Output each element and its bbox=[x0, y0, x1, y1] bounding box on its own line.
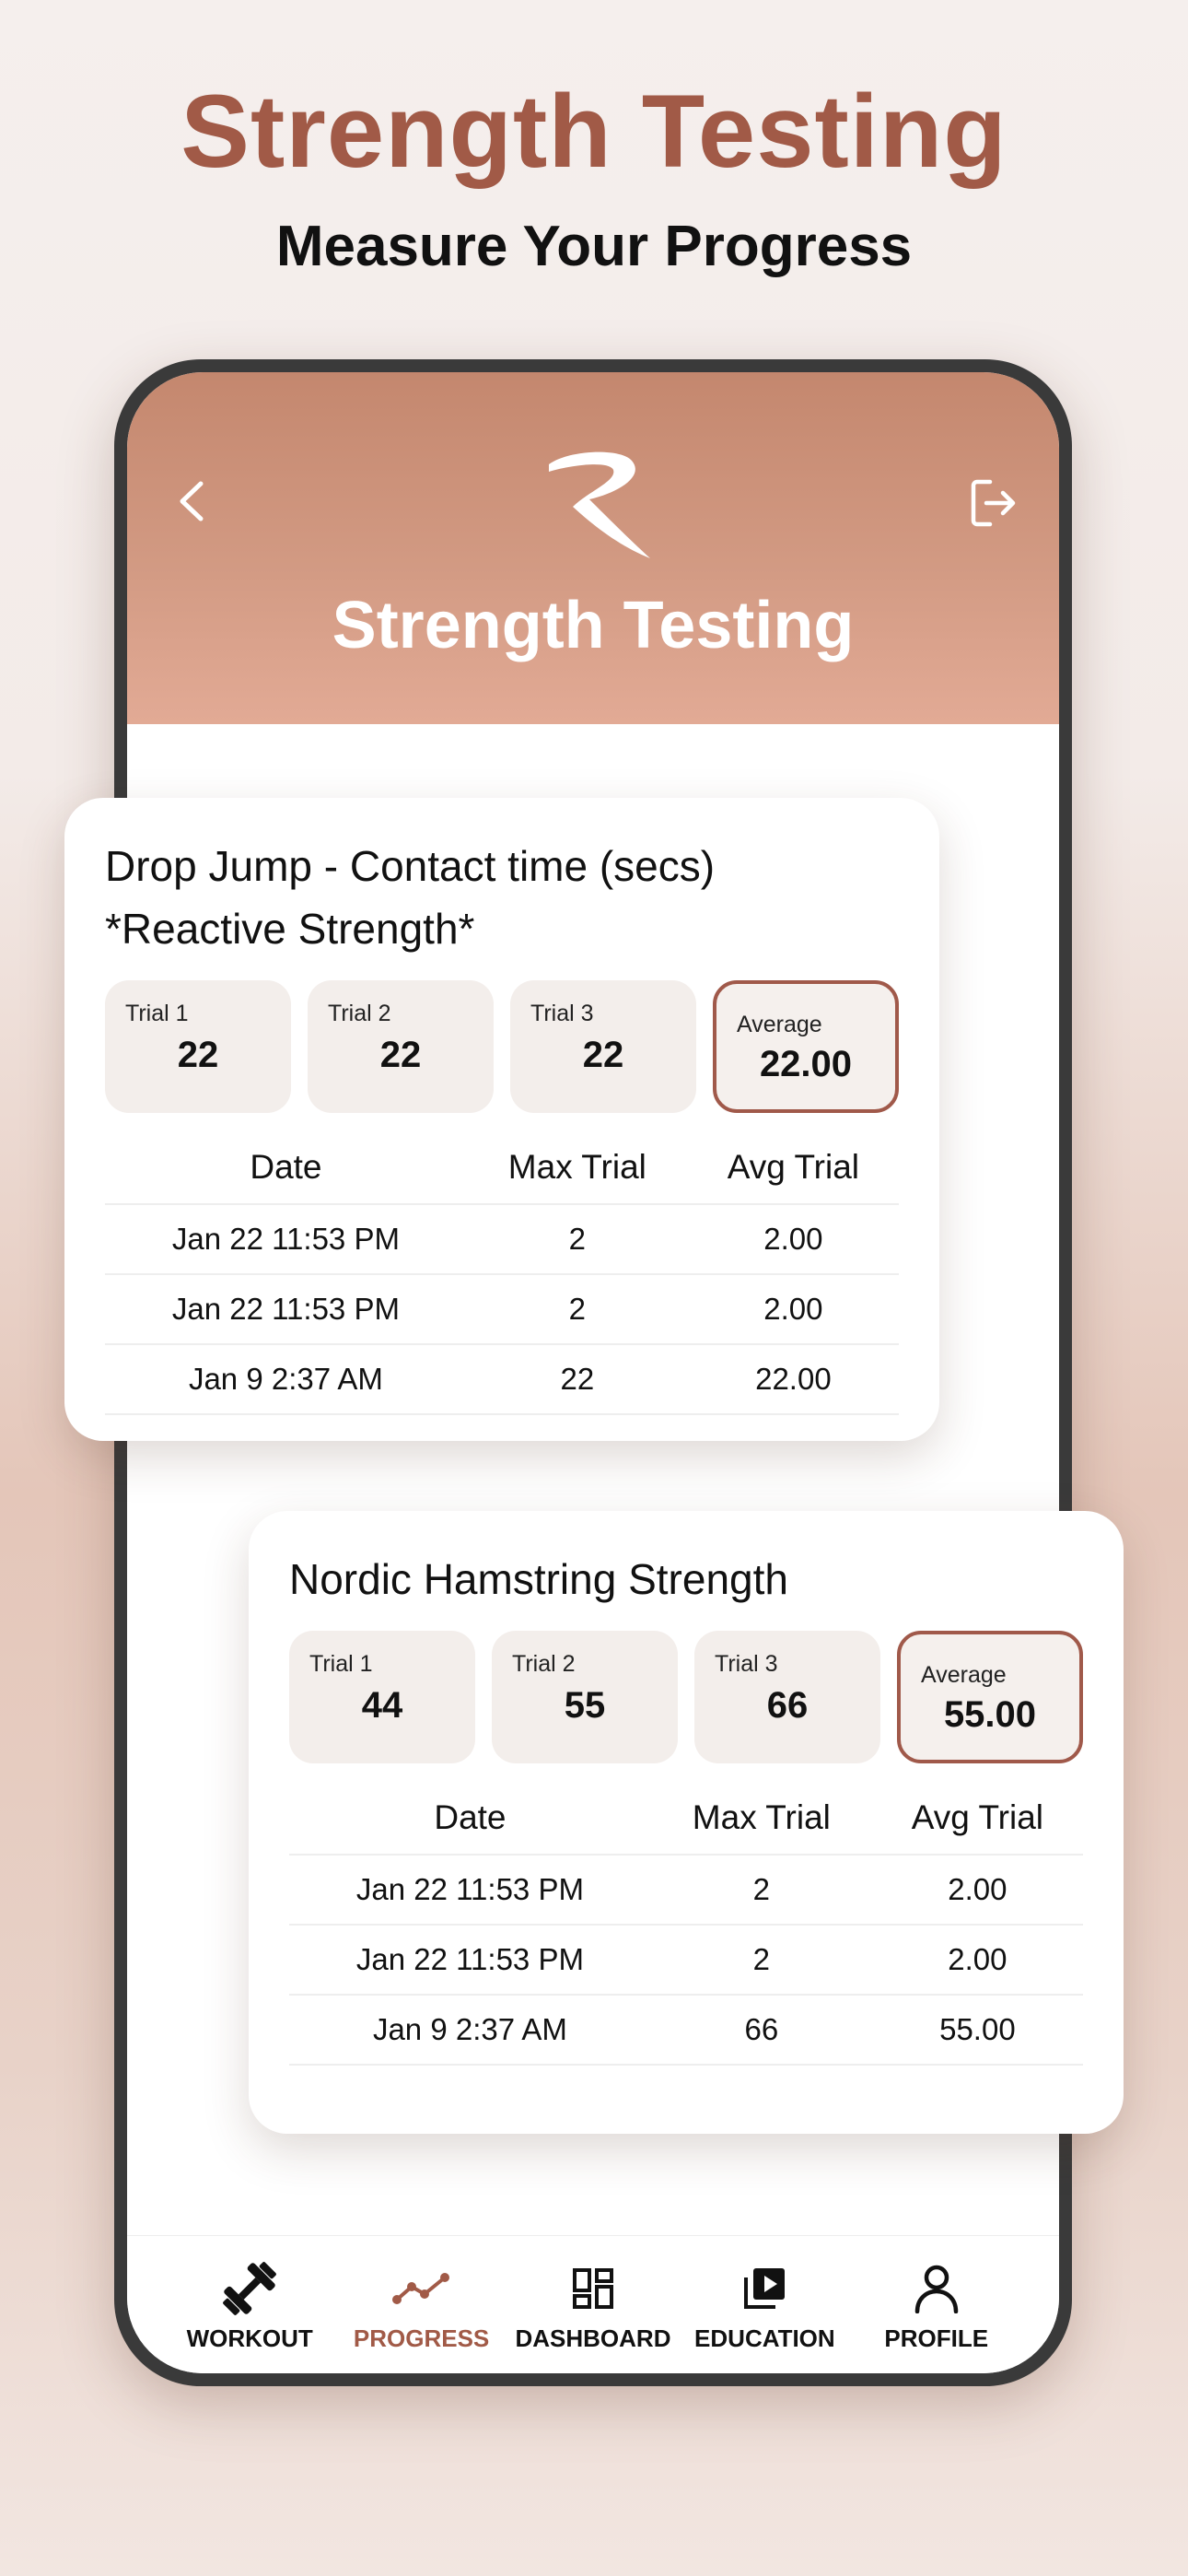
cell-avg-trial: 22.00 bbox=[688, 1344, 899, 1414]
table-row bbox=[289, 1925, 1083, 1995]
trial-label: Trial 1 bbox=[125, 1001, 189, 1026]
trial-value: 44 bbox=[361, 1685, 403, 1726]
column-header-date: Date bbox=[289, 1782, 651, 1855]
cell-max-trial: 2 bbox=[467, 1274, 688, 1344]
nav-label-profile: PROFILE bbox=[884, 2324, 989, 2352]
cell-max-trial: 66 bbox=[651, 1995, 872, 2065]
nav-label-education: EDUCATION bbox=[694, 2324, 835, 2352]
bottom-nav bbox=[127, 2235, 1059, 2373]
hero-title: Strength Testing bbox=[181, 74, 1007, 189]
trial-row bbox=[105, 980, 899, 1113]
logout-button[interactable] bbox=[963, 474, 1022, 533]
table-row bbox=[289, 1855, 1083, 1925]
average-value: 55.00 bbox=[943, 1694, 1037, 1735]
trial-value: 66 bbox=[766, 1685, 809, 1726]
trial-box bbox=[694, 1631, 880, 1763]
trial-box bbox=[308, 980, 494, 1113]
cell-max-trial: 2 bbox=[651, 1925, 872, 1995]
video-library-icon bbox=[740, 2265, 788, 2313]
cell-max-trial: 22 bbox=[467, 1344, 688, 1414]
cell-date: Jan 9 2:37 AM bbox=[105, 1344, 467, 1414]
trial-value: 22 bbox=[582, 1035, 624, 1075]
trial-box bbox=[289, 1631, 475, 1763]
trial-label: Trial 2 bbox=[512, 1651, 576, 1677]
column-header-max-trial: Max Trial bbox=[651, 1782, 872, 1855]
nav-item-dashboard[interactable] bbox=[515, 2236, 671, 2353]
trial-box bbox=[492, 1631, 678, 1763]
table-row bbox=[289, 1995, 1083, 2065]
nav-item-profile[interactable] bbox=[858, 2236, 1015, 2353]
history-table bbox=[105, 1131, 899, 1415]
brand-logo bbox=[532, 444, 661, 564]
trial-box bbox=[510, 980, 696, 1113]
chart-line-icon bbox=[391, 2270, 452, 2307]
card-title: Drop Jump - Contact time (secs) *Reactive Strength* bbox=[105, 842, 716, 953]
trial-label: Trial 3 bbox=[530, 1001, 594, 1026]
cell-max-trial: 2 bbox=[467, 1204, 688, 1274]
trial-row bbox=[289, 1631, 1083, 1763]
trial-label: Trial 3 bbox=[715, 1651, 778, 1677]
table-row bbox=[105, 1204, 899, 1274]
average-label: Average bbox=[737, 1012, 822, 1037]
cell-date: Jan 9 2:37 AM bbox=[289, 1995, 651, 2065]
cell-date: Jan 22 11:53 PM bbox=[289, 1925, 651, 1995]
test-card-nordic-hamstring bbox=[249, 1511, 1124, 2134]
table-header-row bbox=[105, 1131, 899, 1204]
cell-max-trial: 2 bbox=[651, 1855, 872, 1925]
column-header-avg-trial: Avg Trial bbox=[688, 1131, 899, 1204]
hero-subtitle: Measure Your Progress bbox=[275, 215, 913, 278]
cell-date: Jan 22 11:53 PM bbox=[105, 1204, 467, 1274]
trial-value: 22 bbox=[379, 1035, 422, 1075]
chevron-left-icon bbox=[175, 478, 208, 524]
table-row bbox=[105, 1344, 899, 1414]
cell-date: Jan 22 11:53 PM bbox=[105, 1274, 467, 1344]
average-box bbox=[713, 980, 899, 1113]
table-row bbox=[105, 1274, 899, 1344]
app-title: Strength Testing bbox=[332, 589, 855, 662]
average-box bbox=[897, 1631, 1083, 1763]
nav-item-progress[interactable] bbox=[344, 2236, 500, 2353]
app-header bbox=[127, 372, 1059, 724]
trial-value: 22 bbox=[177, 1035, 219, 1075]
trial-label: Trial 2 bbox=[328, 1001, 391, 1026]
back-button[interactable] bbox=[164, 474, 219, 529]
trial-box bbox=[105, 980, 291, 1113]
cell-avg-trial: 2.00 bbox=[872, 1925, 1083, 1995]
history-table bbox=[289, 1782, 1083, 2066]
cell-avg-trial: 2.00 bbox=[688, 1274, 899, 1344]
nav-label-workout: WORKOUT bbox=[186, 2324, 313, 2352]
cell-avg-trial: 2.00 bbox=[688, 1204, 899, 1274]
dashboard-icon bbox=[571, 2266, 615, 2311]
column-header-avg-trial: Avg Trial bbox=[872, 1782, 1083, 1855]
nav-item-education[interactable] bbox=[686, 2236, 843, 2353]
cell-date: Jan 22 11:53 PM bbox=[289, 1855, 651, 1925]
dumbbell-icon bbox=[216, 2255, 283, 2322]
logout-icon bbox=[968, 476, 1018, 530]
column-header-date: Date bbox=[105, 1131, 467, 1204]
trial-value: 55 bbox=[564, 1685, 606, 1726]
average-label: Average bbox=[921, 1662, 1007, 1688]
cell-avg-trial: 2.00 bbox=[872, 1855, 1083, 1925]
trial-label: Trial 1 bbox=[309, 1651, 373, 1677]
cell-avg-trial: 55.00 bbox=[872, 1995, 1083, 2065]
average-value: 22.00 bbox=[759, 1044, 853, 1084]
card-title: Nordic Hamstring Strength bbox=[289, 1555, 788, 1603]
column-header-max-trial: Max Trial bbox=[467, 1131, 688, 1204]
nav-item-workout[interactable] bbox=[171, 2236, 328, 2353]
nav-label-progress: PROGRESS bbox=[353, 2324, 490, 2352]
table-header-row bbox=[289, 1782, 1083, 1855]
test-card-drop-jump bbox=[64, 798, 939, 1441]
nav-label-dashboard: DASHBOARD bbox=[515, 2324, 671, 2352]
person-icon bbox=[914, 2264, 960, 2313]
